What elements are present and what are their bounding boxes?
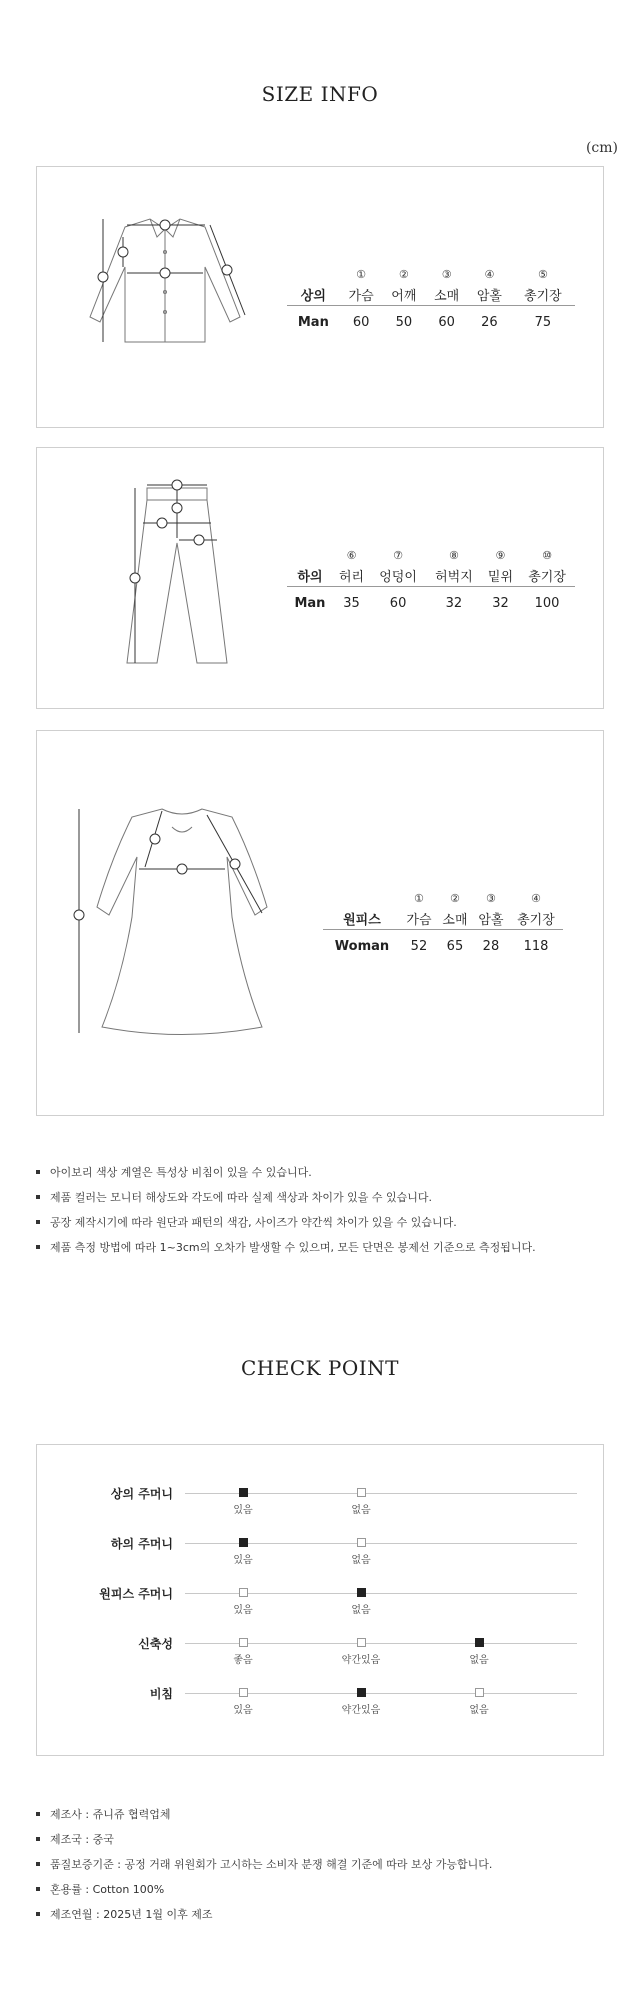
- num-armhole: ④: [484, 267, 495, 281]
- check-option: [203, 1638, 283, 1666]
- option-label: 없음: [351, 1555, 371, 1566]
- value-sleeve: 65: [446, 938, 464, 954]
- check-row-label: 상의 주머니: [110, 1487, 173, 1501]
- check-row-sheerness: [37, 1685, 605, 1735]
- empty-square-icon: [357, 1488, 366, 1497]
- header-sleeve: 소매: [425, 283, 468, 306]
- row-label: Man: [297, 314, 329, 330]
- empty-square-icon: [357, 1538, 366, 1547]
- list-item: 제품 컬러는 모니터 해상도와 각도에 따라 실제 색상과 차이가 있을 수 있습니다.: [36, 1185, 536, 1210]
- value-chest: 60: [352, 314, 370, 330]
- check-row-dress-pocket: [37, 1585, 605, 1635]
- check-row-label: 하의 주머니: [110, 1537, 173, 1551]
- num-armhole: ③: [486, 891, 496, 905]
- empty-square-icon: [239, 1638, 248, 1647]
- check-row-bottom-pocket: [37, 1535, 605, 1585]
- value-chest: 52: [410, 938, 428, 954]
- check-row-label: 비침: [149, 1687, 173, 1701]
- shirt-diagram-icon: [65, 207, 265, 357]
- num-hip: ⑦: [393, 548, 403, 562]
- empty-square-icon: [239, 1688, 248, 1697]
- header-thigh: 허벅지: [426, 564, 482, 587]
- list-item: 제조연월 : 2025년 1월 이후 제조: [36, 1902, 492, 1927]
- value-hip: 60: [389, 595, 407, 611]
- num-shoulder: ②: [398, 267, 409, 281]
- pants-diagram-icon: [107, 478, 247, 678]
- check-option: [203, 1688, 283, 1716]
- option-label: 있음: [233, 1705, 253, 1716]
- table-category-label: 하의: [287, 564, 333, 587]
- value-sleeve: 60: [438, 314, 455, 330]
- row-label: Woman: [334, 938, 390, 954]
- option-label: 약간있음: [341, 1655, 381, 1666]
- empty-square-icon: [357, 1638, 366, 1647]
- check-option: [321, 1488, 401, 1516]
- check-option: [203, 1588, 283, 1616]
- check-option: [321, 1588, 401, 1616]
- num-length: ⑤: [537, 267, 548, 281]
- table-category-label: 원피스: [323, 907, 401, 930]
- check-option: [203, 1488, 283, 1516]
- header-shoulder: 어깨: [382, 283, 425, 306]
- num-rise: ⑨: [495, 548, 506, 562]
- option-label: 있음: [233, 1505, 253, 1516]
- selected-square-icon: [239, 1488, 248, 1497]
- header-rise: 밑위: [482, 564, 519, 587]
- value-shoulder: 50: [395, 314, 413, 330]
- list-item: 제품 측정 방법에 따라 1~3cm의 오차가 발생할 수 있으며, 모든 단면은 봉제선 기준으로 측정됩니다.: [36, 1235, 536, 1260]
- value-length: 75: [534, 314, 552, 330]
- product-info-list: [36, 1802, 492, 1927]
- value-armhole: 26: [481, 314, 498, 330]
- check-option: [439, 1638, 519, 1666]
- option-label: 좋음: [233, 1655, 253, 1666]
- num-chest: ①: [356, 267, 367, 281]
- check-option: [321, 1638, 401, 1666]
- num-length: ④: [531, 891, 541, 905]
- dress-diagram-icon: [67, 797, 297, 1047]
- header-length: 총기장: [509, 907, 563, 930]
- list-item: 제조국 : 중국: [36, 1827, 492, 1852]
- header-chest: 가슴: [401, 907, 437, 930]
- header-armhole: 암홀: [473, 907, 509, 930]
- header-chest: 가슴: [340, 283, 383, 306]
- num-length: ⑩: [542, 548, 552, 562]
- value-waist: 35: [343, 595, 360, 611]
- check-point-title: CHECK POINT: [240, 1356, 400, 1380]
- header-length: 총기장: [511, 283, 575, 306]
- header-armhole: 암홀: [468, 283, 511, 306]
- empty-square-icon: [475, 1688, 484, 1697]
- selected-square-icon: [239, 1538, 248, 1547]
- row-label: Man: [294, 595, 326, 611]
- value-rise: 32: [492, 595, 509, 611]
- check-row-label: 신축성: [138, 1637, 173, 1651]
- selected-square-icon: [357, 1688, 366, 1697]
- option-label: 있음: [233, 1555, 253, 1566]
- table-row: [323, 930, 563, 963]
- check-option: [321, 1538, 401, 1566]
- dress-size-table: [323, 889, 563, 962]
- check-option: [203, 1538, 283, 1566]
- empty-square-icon: [239, 1588, 248, 1597]
- header-waist: 허리: [333, 564, 370, 587]
- table-row: [287, 306, 575, 339]
- num-sleeve: ③: [441, 267, 452, 281]
- unit-label: (cm): [585, 140, 618, 156]
- num-thigh: ⑧: [448, 548, 459, 562]
- table-row: [287, 587, 575, 620]
- check-option: [439, 1688, 519, 1716]
- check-row-top-pocket: [37, 1485, 605, 1535]
- size-notes: [36, 1160, 536, 1260]
- header-length: 총기장: [519, 564, 575, 587]
- option-label: 없음: [469, 1655, 489, 1666]
- selected-square-icon: [357, 1588, 366, 1597]
- list-item: 품질보증기준 : 공정 거래 위원회가 고시하는 소비자 분쟁 해결 기준에 따라 보상 가능합니다.: [36, 1852, 492, 1877]
- top-size-panel: [36, 166, 604, 428]
- check-row-label: 원피스 주머니: [99, 1587, 173, 1601]
- list-item: 아이보리 색상 계열은 특성상 비침이 있을 수 있습니다.: [36, 1160, 536, 1185]
- dress-size-panel: [36, 730, 604, 1116]
- header-hip: 엉덩이: [370, 564, 426, 587]
- option-label: 없음: [469, 1705, 489, 1716]
- value-armhole: 28: [482, 938, 500, 954]
- num-chest: ①: [414, 891, 424, 905]
- check-point-panel: [36, 1444, 604, 1756]
- option-label: 있음: [233, 1605, 253, 1616]
- option-label: 없음: [351, 1505, 371, 1516]
- table-category-label: 상의: [287, 283, 340, 306]
- option-label: 없음: [351, 1605, 371, 1616]
- value-thigh: 32: [445, 595, 463, 611]
- check-row-elasticity: [37, 1635, 605, 1685]
- top-size-table: [287, 265, 575, 338]
- bottom-size-table: [287, 546, 575, 619]
- list-item: 공장 제작시기에 따라 원단과 패턴의 색감, 사이즈가 약간씩 차이가 있을 수 있습니다.: [36, 1210, 536, 1235]
- option-label: 약간있음: [341, 1705, 381, 1716]
- num-sleeve: ②: [450, 891, 460, 905]
- header-sleeve: 소매: [437, 907, 473, 930]
- value-length: 100: [534, 595, 560, 611]
- size-info-title: SIZE INFO: [261, 82, 379, 106]
- list-item: 혼용률 : Cotton 100%: [36, 1877, 492, 1902]
- num-waist: ⑥: [346, 548, 357, 562]
- selected-square-icon: [475, 1638, 484, 1647]
- check-option: [321, 1688, 401, 1716]
- bottom-size-panel: [36, 447, 604, 709]
- value-length: 118: [523, 938, 549, 954]
- list-item: 제조사 : 쥬니쥬 협력업체: [36, 1802, 492, 1827]
